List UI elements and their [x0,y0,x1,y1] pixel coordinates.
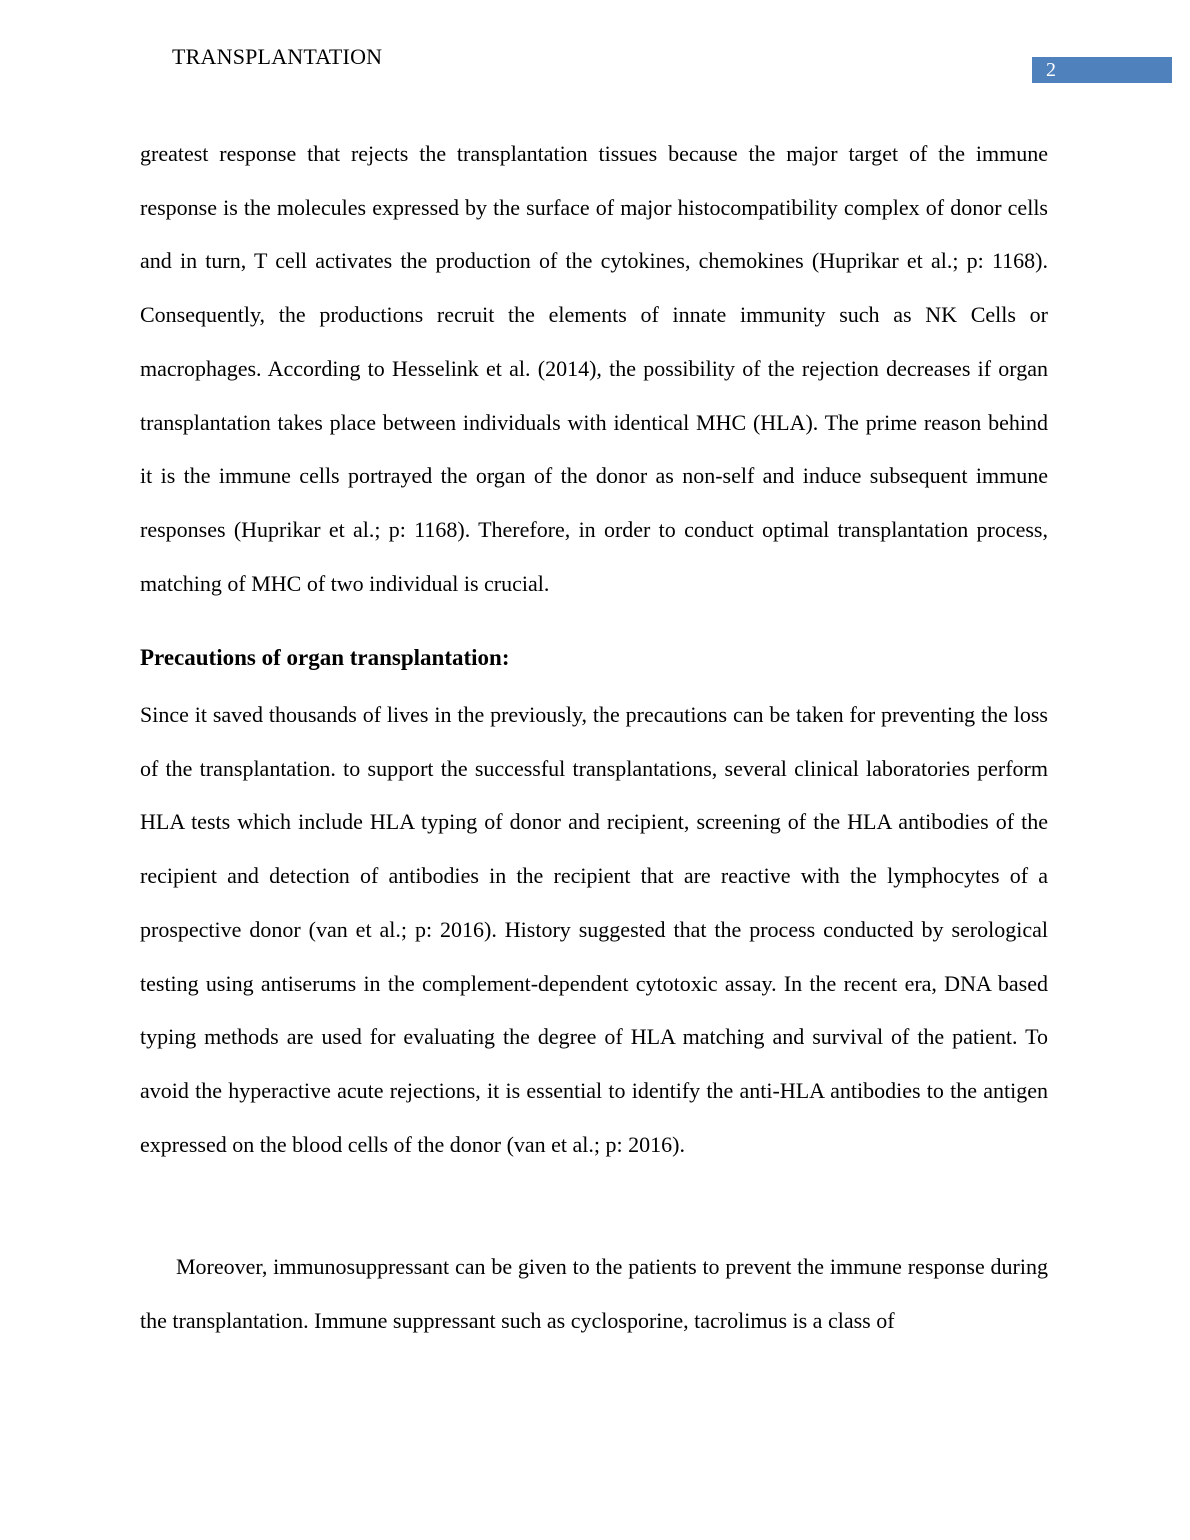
page-number: 2 [1046,59,1056,81]
page-number-badge [1032,57,1172,83]
body-paragraph-1: greatest response that rejects the transplantation tissues because the major target of the immune response is the molecules expressed by the surface of major histocompatibility complex of donor cells and in turn, T cell activates the production of the cytokines, chemokines (Huprikar et al.; p: 1168). Consequently, the productions recruit the elements of innate immunity such as NK Cells or macrophages. According to Hesselink et al. (2014), the possibility of the rejection decreases if organ transplantation takes place between individuals with identical MHC (HLA). The prime reason behind it is the immune cells portrayed the organ of the donor as non-self and induce subsequent immune responses (Huprikar et al.; p: 1168). Therefore, in order to conduct optimal transplantation process, matching of MHC of two individual is crucial. [140,141,1048,596]
body-paragraph-3: Moreover, immunosuppressant can be given to the patients to prevent the immune response during the transplantation. Immune suppressant such as cyclosporine, tacrolimus is a class of [140,1254,1048,1333]
section-heading: Precautions of organ transplantation: [140,645,510,670]
body-paragraph-2: Since it saved thousands of lives in the previously, the precautions can be taken for preventing the loss of the transplantation. to support the successful transplantations, several clinical laboratories perform HLA tests which include HLA typing of donor and recipient, screening of the HLA antibodies of the recipient and detection of antibodies in the recipient that are reactive with the lymphocytes of a prospective donor (van et al.; p: 2016). History suggested that the process conducted by serological testing using antiserums in the complement-dependent cytotoxic assay. In the recent era, DNA based typing methods are used for evaluating the degree of HLA matching and survival of the patient. To avoid the hyperactive acute rejections, it is essential to identify the anti-HLA antibodies to the antigen expressed on the blood cells of the donor (van et al.; p: 2016). [140,702,1048,1157]
running-head-title: TRANSPLANTATION [172,44,383,69]
